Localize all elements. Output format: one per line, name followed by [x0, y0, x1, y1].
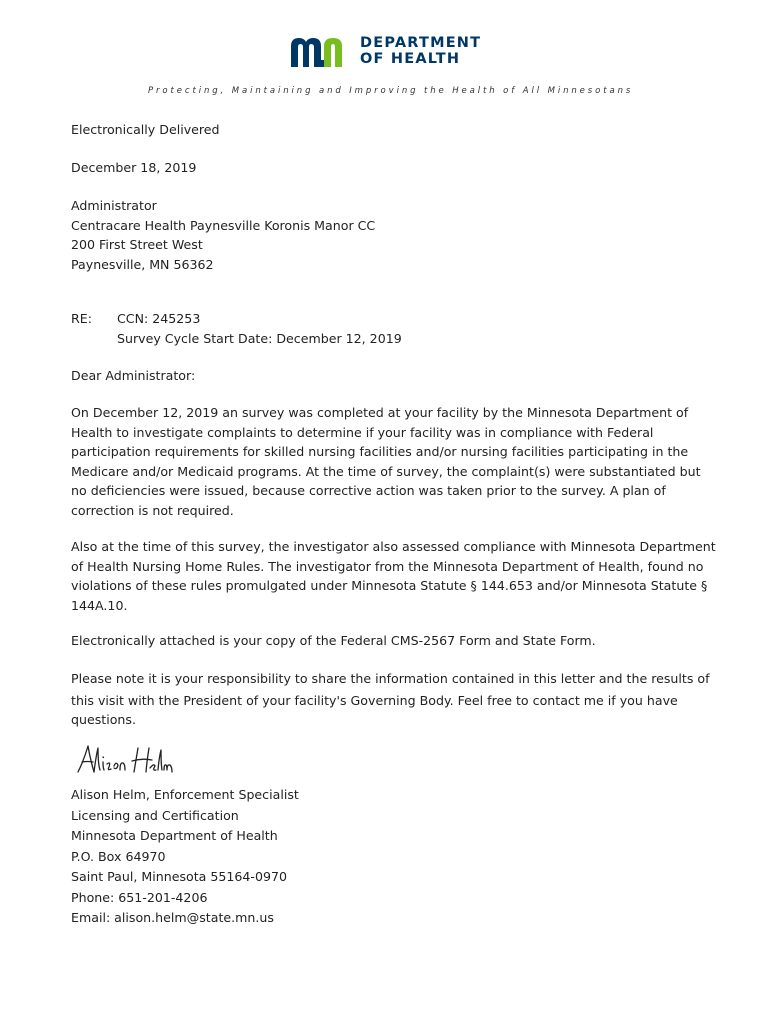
mdh-logo — [290, 34, 481, 68]
sender-email: Email: alison.helm@state.mn.us — [71, 910, 274, 925]
logo-of-health: OF HEALTH — [360, 51, 461, 67]
paragraph-survey-results — [71, 403, 701, 520]
paragraph-line: no deficiencies were issued, because corrective action was taken prior to the survey. A plan of — [71, 483, 666, 498]
paragraph-line: Health to investigate complaints to determine if your facility was in compliance with Federal — [71, 424, 654, 440]
paragraph-line: this visit with the President of your facility's Governing Body. Feel free to contact me if you have — [71, 692, 678, 708]
paragraph-line: of Health Nursing Home Rules. The investigator from the Minnesota Department of Health, found no — [71, 558, 704, 574]
sender-phone: Phone: 651-201-4206 — [71, 889, 208, 905]
delivery-method: Electronically Delivered — [71, 122, 220, 137]
paragraph-line: Also at the time of this survey, the investigator also assessed compliance with Minnesota Department — [71, 539, 716, 554]
sender-department: Minnesota Department of Health — [71, 828, 278, 843]
letter-date: December 18, 2019 — [71, 160, 197, 175]
sender-city: Saint Paul, Minnesota 55164-0970 — [71, 869, 288, 884]
recipient-line: Centracare Health Paynesville Koronis Manor CC — [71, 217, 376, 233]
paragraph-line: Please note it is your responsibility to share the information contained in this letter and the results of — [71, 671, 710, 686]
paragraph-line: violations of these rules promulgated under Minnesota Statute § 144.653 and/or Minnesota Statute § — [71, 578, 708, 593]
paragraph-line: questions. — [71, 712, 136, 727]
tagline: Protecting, Maintaining and Improving the Health of All Minnesotans — [148, 86, 634, 96]
sender-po-box: P.O. Box 64970 — [71, 848, 166, 864]
re-line-ccn: CCN: 245253 — [117, 311, 201, 326]
paragraph-line: On December 12, 2019 an survey was completed at your facility by the Minnesota Department of — [71, 405, 689, 420]
handwritten-signature — [76, 742, 176, 778]
paragraph-state-rules — [71, 537, 716, 615]
recipient-line: Paynesville, MN 56362 — [71, 256, 214, 272]
sender-name-title: Alison Helm, Enforcement Specialist — [71, 787, 299, 802]
paragraph-line: correction is not required. — [71, 502, 234, 518]
paragraph-responsibility — [71, 669, 710, 730]
paragraph-line: Medicare and/or Medicaid programs. At the time of survey, the complaint(s) were substantiated but — [71, 463, 701, 479]
paragraph-line: 144A.10. — [71, 597, 128, 613]
re-line-survey-date: Survey Cycle Start Date: December 12, 2019 — [117, 330, 402, 346]
re-details — [117, 309, 402, 348]
recipient-line: Administrator — [71, 198, 157, 213]
salutation: Dear Administrator: — [71, 368, 196, 383]
paragraph-attachments: Electronically attached is your copy of the Federal CMS-2567 Form and State Form. — [71, 633, 596, 648]
re-label: RE: — [71, 311, 92, 326]
logo-department: DEPARTMENT — [360, 35, 482, 51]
sender-block — [71, 785, 691, 928]
paragraph-line: participation requirements for skilled nursing facilities and/or nursing facilities participating in the — [71, 444, 689, 459]
recipient-address — [71, 196, 691, 274]
mn-logo-icon — [290, 34, 352, 68]
recipient-line: 200 First Street West — [71, 237, 203, 252]
sender-division: Licensing and Certification — [71, 807, 239, 823]
